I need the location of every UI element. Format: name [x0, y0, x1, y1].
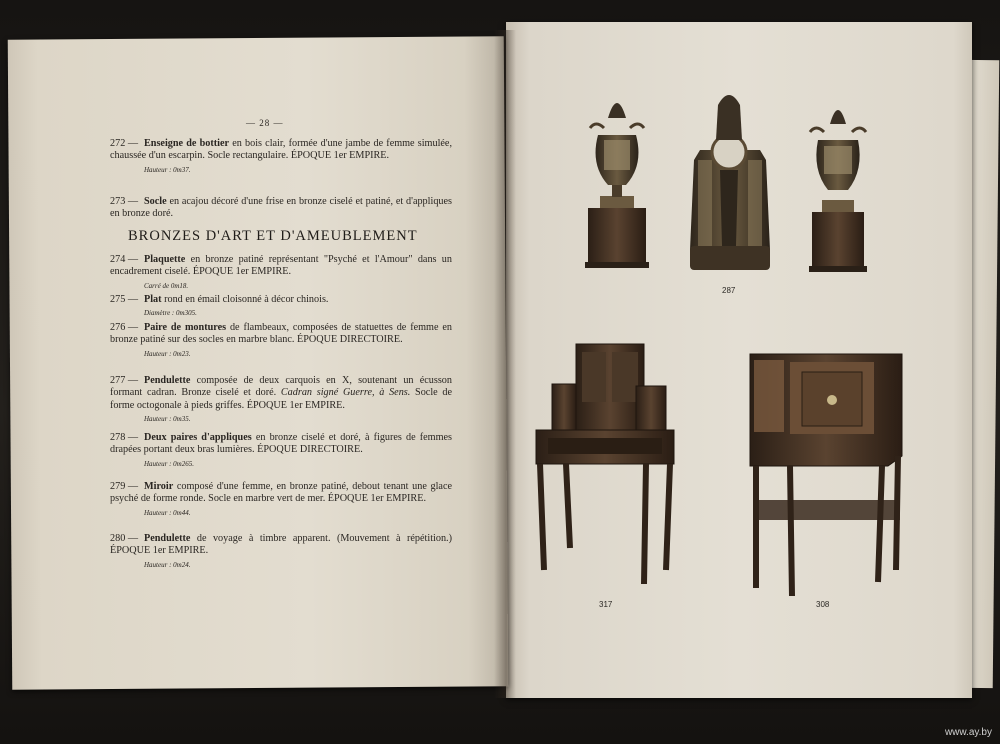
catalog-entry: 275 — Plat rond en émail cloisonné à décor chinois. Diamètre : 0m305. [110, 294, 329, 318]
desk-317 [536, 344, 674, 584]
catalog-entry: 273 — Socle en acajou décoré d'une frise en bronze ciselé et patiné, et d'appliques en bronze doré. [110, 196, 452, 220]
mantel-clock [690, 95, 770, 270]
catalog-entry: 276 — Paire de montures de flambeaux, composées de statuettes de femme en bronze patiné sur des socles en marbre blanc. ÉPOQUE DIRECTOIRE. Hauteur : 0m23. [110, 322, 452, 358]
catalog-entry: 280 — Pendulette de voyage à timbre apparent. (Mouvement à répétition.) ÉPOQUE 1er EMPIRE. Hauteur : 0m24. [110, 533, 452, 569]
page-number: — 28 — [246, 118, 284, 128]
caption-317: 317 [599, 600, 613, 609]
catalog-entry: 279 — Miroir composé d'une femme, en bronze patiné, debout tenant une glace psyché de forme ronde. Socle en marbre vert de mer. ÉPOQUE 1er EMPIRE. Hauteur : 0m44. [110, 481, 452, 517]
catalog-entry: 272 — Enseigne de bottier en bois clair, formée d'une jambe de femme simulée, chaussée d'un escarpin. Socle rectangulaire. ÉPOQUE 1er EMPIRE. Hauteur : 0m37. [110, 138, 452, 174]
watermark: www.ay.by [944, 727, 992, 738]
catalog-entry: 278 — Deux paires d'appliques en bronze ciselé et doré, à figures de femmes drapées portant deux bras lumières. ÉPOQUE DIRECTOIRE. Hauteur : 0m265. [110, 432, 453, 468]
section-heading: BRONZES D'ART ET D'AMEUBLEMENT [128, 228, 418, 244]
caption-308: 308 [816, 600, 830, 609]
cabinet-308 [750, 354, 902, 596]
catalog-entry: 274 — Plaquette en bronze patiné représentant "Psyché et l'Amour" dans un encadrement ciselé. ÉPOQUE 1er EMPIRE. Carré de 0m18. [110, 254, 452, 290]
caption-287: 287 [722, 286, 736, 295]
urn-right [809, 110, 867, 272]
catalog-entry: 277 — Pendulette composée de deux carquois en X, soutenant un écusson formant cadran. Bronze ciselé et doré. Cadran signé Guerre, à Sens. Socle de forme octogonale à pieds griffes. ÉPOQUE 1er EMPIRE. Hauteur : 0m35. [110, 375, 453, 424]
urn-left [585, 103, 649, 268]
